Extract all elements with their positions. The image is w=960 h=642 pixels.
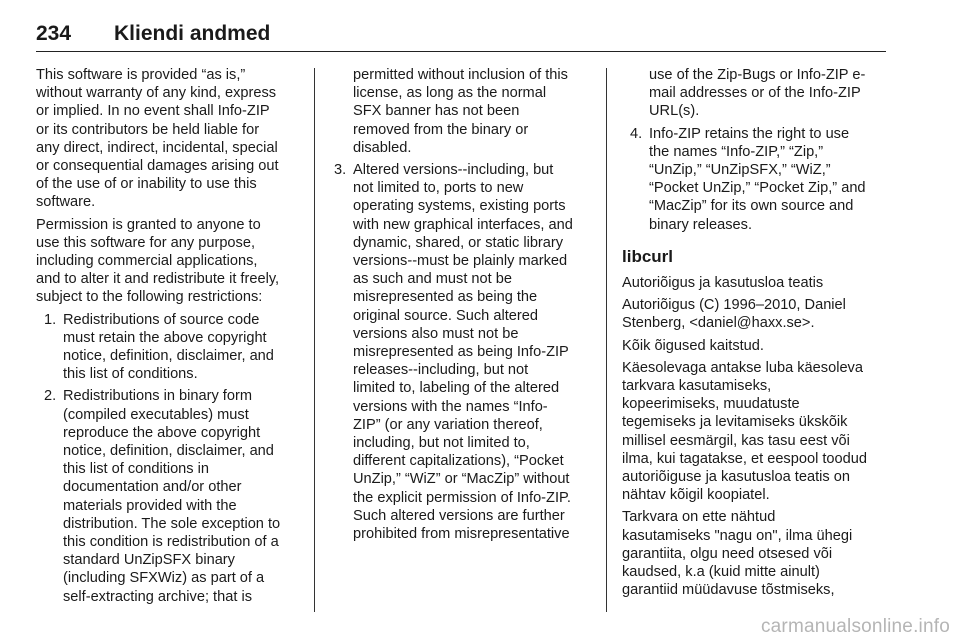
paragraph bbox=[622, 508, 892, 599]
list-number: 1. bbox=[44, 311, 57, 328]
text-line: kasutamiseks "nagu on", ilma ühegi bbox=[622, 527, 853, 544]
list-item-text bbox=[649, 125, 892, 234]
text-line: ilma, kui tagatakse, et eespool toodud bbox=[622, 450, 868, 467]
text-line: this list of conditions. bbox=[63, 366, 198, 383]
text-line: garantiid müüdavuse tõstmiseks, bbox=[622, 582, 835, 599]
list-number: 4. bbox=[630, 125, 643, 142]
text-line: tegemiseks ja levitamiseks ükskõik bbox=[622, 414, 848, 431]
text-line: reproduce the above copyright bbox=[63, 424, 261, 441]
text-line: any direct, indirect, incidental, special bbox=[36, 139, 278, 156]
text-line: garantiita, olgu need otsesed või bbox=[622, 545, 833, 562]
text-line: standard UnZipSFX binary bbox=[63, 552, 235, 569]
text-line: This software is provided “as is,” bbox=[36, 67, 246, 83]
text-line: without warranty of any kind, express bbox=[36, 85, 277, 102]
text-line: subject to the following restrictions: bbox=[36, 289, 263, 306]
column-3 bbox=[622, 66, 892, 603]
text-line: use this software for any purpose, bbox=[36, 234, 256, 251]
text-line: kaudsed, k.a (kuid mitte ainult) bbox=[622, 564, 820, 581]
text-line: dynamic, shared, or static library bbox=[353, 234, 564, 251]
text-line: kopeerimiseks, muudatuste bbox=[622, 396, 800, 413]
text-line: Autoriõigus ja kasutusloa teatis bbox=[622, 275, 824, 292]
text-line: Kõik õigused kaitstud. bbox=[622, 337, 764, 354]
text-line: Such altered versions are further bbox=[353, 507, 565, 524]
text-line: not limited to, ports to new bbox=[353, 180, 524, 197]
text-line: limited to, labeling of the altered bbox=[353, 380, 560, 397]
watermark: carmanualsonline.info bbox=[760, 616, 950, 637]
text-line: materials provided with the bbox=[63, 497, 237, 514]
text-line: SFX banner has not been bbox=[353, 103, 520, 120]
paragraph bbox=[36, 66, 304, 212]
text-line: including, but not limited to, bbox=[353, 435, 530, 452]
text-line: this list of conditions in bbox=[63, 461, 210, 478]
list-number: 3. bbox=[334, 162, 347, 179]
text-line: (including SFXWiz) as part of a bbox=[63, 570, 265, 587]
column-2 bbox=[326, 66, 596, 547]
text-line: Permission is granted to anyone to bbox=[36, 216, 261, 233]
text-line: autoriõiguse ja kasutusloa teatis on bbox=[622, 469, 850, 486]
column-1 bbox=[36, 66, 304, 610]
text-line: millisel eesmärgil, kas tasu eest või bbox=[622, 432, 850, 449]
text-line: Stenberg, <daniel@haxx.se>. bbox=[622, 315, 815, 332]
text-line: and to alter it and redistribute it freely, bbox=[36, 271, 280, 288]
text-line: Redistributions in binary form bbox=[63, 388, 252, 405]
page-number: 234 bbox=[36, 22, 72, 45]
paragraph bbox=[622, 337, 892, 355]
text-line: Tarkvara on ette nähtud bbox=[622, 509, 776, 526]
text-line: different capitalizations), “Pocket bbox=[353, 453, 564, 470]
text-line: license, as long as the normal bbox=[353, 85, 547, 102]
list-item-continuation bbox=[326, 66, 596, 157]
text-line: ZIP” (or any variation thereof, bbox=[353, 416, 543, 433]
text-line: notice, definition, disclaimer, and bbox=[63, 348, 274, 365]
text-line: Redistributions of source code bbox=[63, 311, 260, 328]
paragraph bbox=[622, 359, 892, 505]
text-line: with new graphical interfaces, and bbox=[353, 216, 573, 233]
list-item bbox=[36, 387, 304, 605]
header-rule bbox=[36, 51, 886, 52]
text-line: of the use of or inability to use this bbox=[36, 176, 257, 193]
text-line: or its contributors be held liable for bbox=[36, 121, 260, 138]
paragraph bbox=[622, 296, 892, 332]
list-item-text bbox=[63, 387, 304, 605]
text-line: permitted without inclusion of this bbox=[353, 67, 568, 83]
text-line: distribution. The sole exception to bbox=[63, 515, 281, 532]
text-line: Altered versions--including, but bbox=[353, 162, 554, 179]
section-heading: libcurl bbox=[622, 246, 674, 266]
list-item bbox=[622, 125, 892, 234]
text-line: or implied. In no event shall Info-ZIP bbox=[36, 103, 270, 120]
text-line: self-extracting archive; that is bbox=[63, 588, 252, 605]
text-line: (compiled executables) must bbox=[63, 406, 249, 423]
list-number: 2. bbox=[44, 388, 57, 405]
text-line: prohibited from misrepresentative bbox=[353, 526, 570, 543]
text-line: misrepresented as being the bbox=[353, 289, 538, 306]
text-line: or consequential damages arising out bbox=[36, 158, 279, 175]
text-line: “MacZip” for its own source and bbox=[649, 198, 854, 215]
text-line: Käesolevaga antakse luba käesoleva bbox=[622, 359, 863, 376]
text-line: versions--must be plainly marked bbox=[353, 253, 568, 270]
text-line: misrepresented as being Info-ZIP bbox=[353, 344, 569, 361]
text-line: binary releases. bbox=[649, 216, 753, 233]
text-line: original source. Such altered bbox=[353, 307, 538, 324]
text-line: this condition is redistribution of a bbox=[63, 534, 279, 551]
text-line: including commercial applications, bbox=[36, 253, 258, 270]
list-item bbox=[36, 311, 304, 384]
text-line: versions with the names “Info- bbox=[353, 398, 548, 415]
text-line: versions also must not be bbox=[353, 325, 519, 342]
list-item bbox=[326, 161, 596, 543]
text-line: removed from the binary or bbox=[353, 121, 529, 138]
text-line: Autoriõigus (C) 1996–2010, Daniel bbox=[622, 297, 846, 314]
text-line: Info-ZIP retains the right to use bbox=[649, 125, 850, 142]
text-line: documentation and/or other bbox=[63, 479, 242, 496]
list-item-text bbox=[353, 161, 596, 543]
text-line: operating systems, existing ports bbox=[353, 198, 566, 215]
text-line: must retain the above copyright bbox=[63, 329, 267, 346]
list-item-text bbox=[63, 311, 304, 384]
column-divider-1 bbox=[314, 68, 315, 612]
page-title: Kliendi andmed bbox=[114, 22, 271, 45]
text-line: use of the Zip-Bugs or Info-ZIP e- bbox=[649, 67, 866, 83]
text-line: “Pocket UnZip,” “Pocket Zip,” and bbox=[649, 180, 866, 197]
page-header bbox=[36, 20, 886, 50]
text-line: as such and must not be bbox=[353, 271, 513, 288]
text-line: “UnZip,” “UnZipSFX,” “WiZ,” bbox=[649, 162, 831, 179]
text-line: software. bbox=[36, 194, 96, 211]
text-line: mail addresses or of the Info-ZIP bbox=[649, 85, 861, 102]
text-line: UnZip,” “WiZ” or “MacZip” without bbox=[353, 471, 570, 488]
text-line: the names “Info-ZIP,” “Zip,” bbox=[649, 143, 824, 160]
text-line: releases--including, but not bbox=[353, 362, 529, 379]
text-line: tarkvara kasutamiseks, bbox=[622, 378, 772, 395]
text-line: the explicit permission of Info-ZIP. bbox=[353, 489, 571, 506]
paragraph bbox=[36, 216, 304, 307]
list-item-continuation bbox=[622, 66, 892, 121]
text-line: notice, definition, disclaimer, and bbox=[63, 443, 274, 460]
paragraph bbox=[622, 274, 892, 292]
text-line: URL(s). bbox=[649, 103, 700, 120]
column-divider-2 bbox=[606, 68, 607, 612]
text-line: nähtav kõigil koopiatel. bbox=[622, 487, 770, 504]
text-line: disabled. bbox=[353, 139, 412, 156]
